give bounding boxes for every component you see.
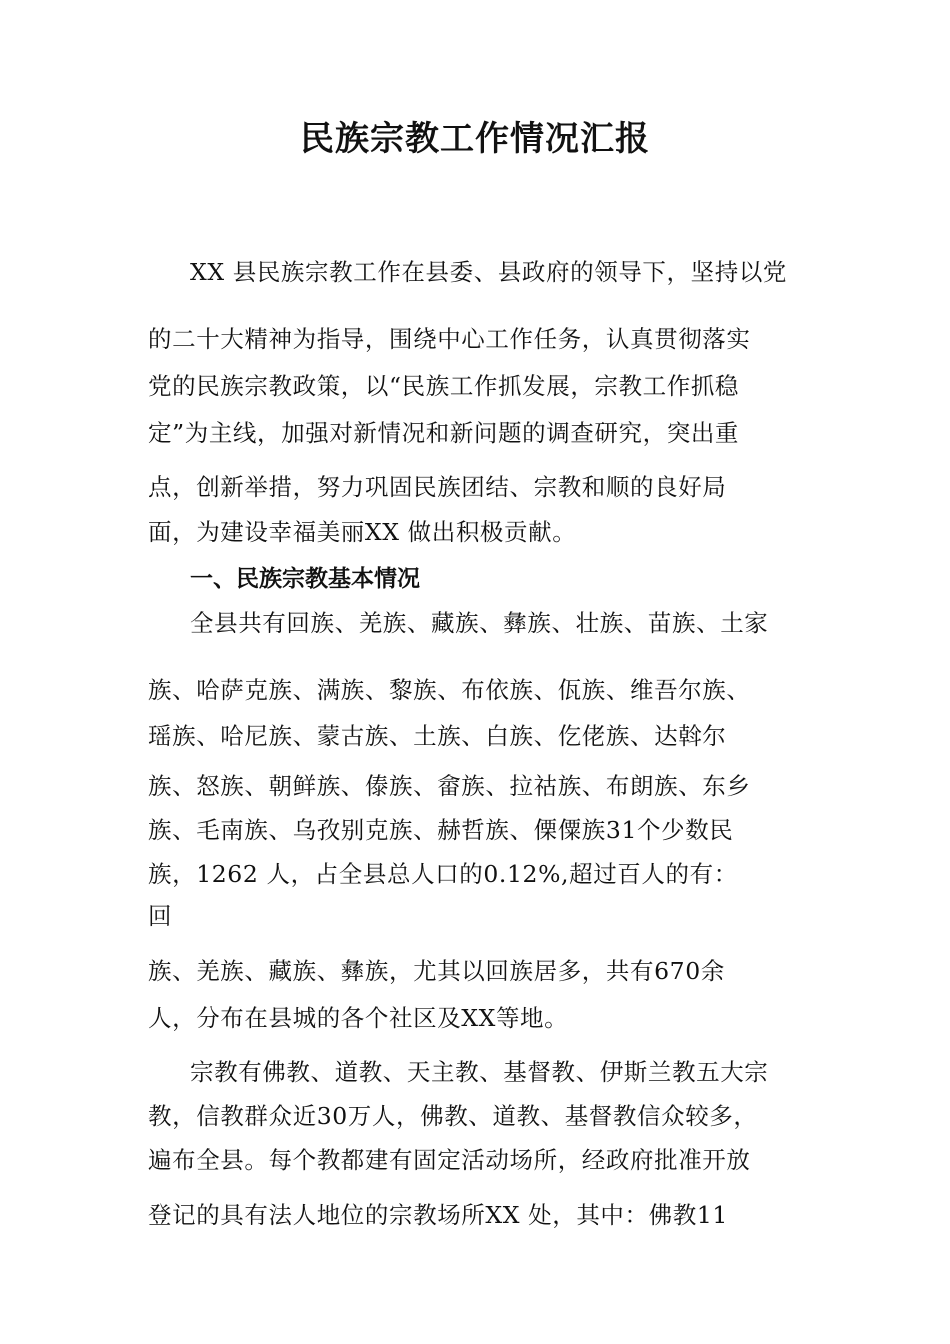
document-title: 民族宗教工作情况汇报 <box>300 119 650 159</box>
paragraph-2-line-1: 全县共有回族、羌族、藏族、彝族、壮族、苗族、土家 <box>190 609 769 637</box>
paragraph-2-line-9: 人，分布在县城的各个社区及XX等地。 <box>148 1004 569 1032</box>
paragraph-1-line-4: 定”为主线，加强对新情况和新问题的调查研究，突出重 <box>148 419 740 447</box>
paragraph-3-line-1: 宗教有佛教、道教、天主教、基督教、伊斯兰教五大宗 <box>190 1058 769 1086</box>
paragraph-3-line-4: 登记的具有法人地位的宗教场所XX 处，其中：佛教11 <box>148 1201 728 1229</box>
paragraph-1-line-6: 面，为建设幸福美丽XX 做出积极贡献。 <box>148 518 577 546</box>
section-heading: 一、民族宗教基本情况 <box>190 566 420 592</box>
paragraph-1-line-3: 党的民族宗教政策，以“民族工作抓发展，宗教工作抓稳 <box>148 372 740 400</box>
paragraph-2-line-5: 族、毛南族、乌孜别克族、赫哲族、傈僳族31个少数民 <box>148 816 734 844</box>
paragraph-1-line-1: XX 县民族宗教工作在县委、县政府的领导下，坚持以党 <box>190 258 788 286</box>
paragraph-2-line-8: 族、羌族、藏族、彝族，尤其以回族居多，共有670余 <box>148 957 725 985</box>
paragraph-3-line-3: 遍布全县。每个教都建有固定活动场所，经政府批准开放 <box>148 1146 751 1174</box>
paragraph-1-line-2: 的二十大精神为指导，围绕中心工作任务，认真贯彻落实 <box>148 325 751 353</box>
paragraph-2-line-7: 回 <box>148 902 173 930</box>
paragraph-2-line-4: 族、怒族、朝鲜族、傣族、畲族、拉祜族、布朗族、东乡 <box>148 772 751 800</box>
paragraph-2-line-3: 瑶族、哈尼族、蒙古族、土族、白族、仡佬族、达斡尔 <box>148 722 727 750</box>
paragraph-2-line-6: 族，1262 人，占全县总人口的0.12%,超过百人的有： <box>148 860 738 888</box>
paragraph-1-line-5: 点，创新举措，努力巩固民族团结、宗教和顺的良好局 <box>148 473 727 501</box>
paragraph-2-line-2: 族、哈萨克族、满族、黎族、布依族、佤族、维吾尔族、 <box>148 676 751 704</box>
paragraph-3-line-2: 教，信教群众近30万人，佛教、道教、基督教信众较多， <box>148 1102 758 1130</box>
